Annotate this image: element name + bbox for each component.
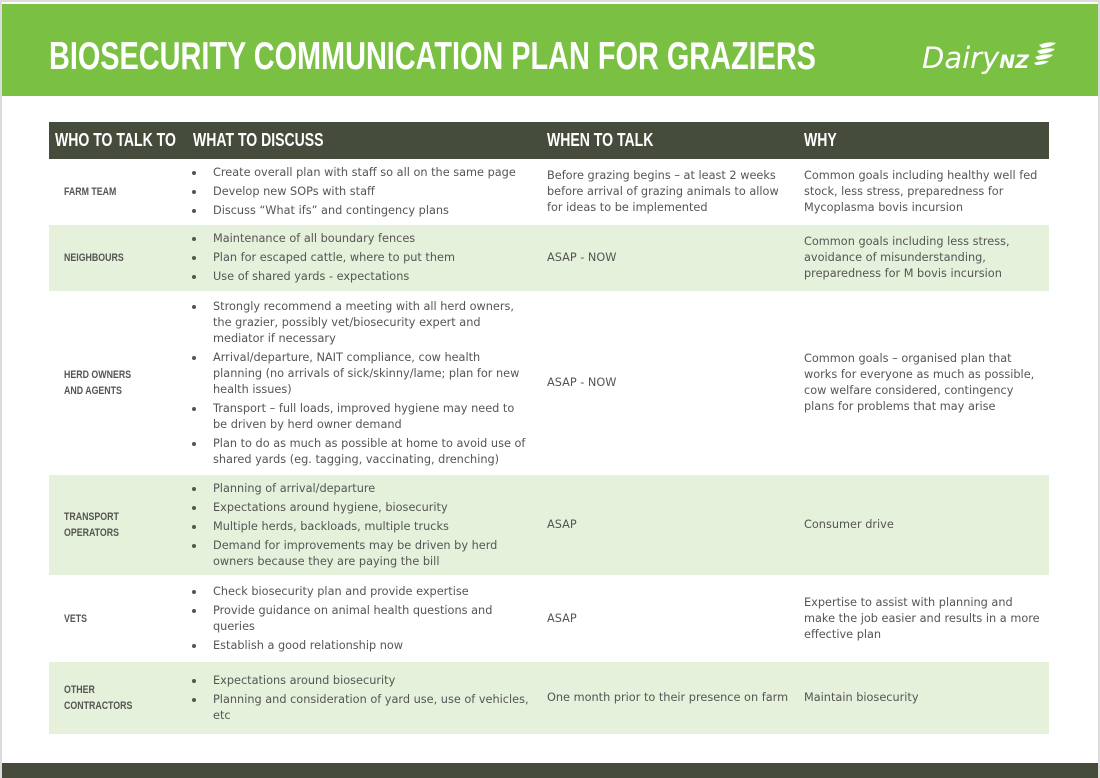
discussion-point: Arrival/departure, NAIT compliance, cow health planning (no arrivals of sick/skinny/lame; plan for new health issues) bbox=[189, 350, 531, 398]
who-label: OPERATORS bbox=[64, 527, 120, 539]
discussion-point: Planning of arrival/departure bbox=[189, 481, 531, 497]
discussion-point: Transport – full loads, improved hygiene may need to be driven by herd owner demand bbox=[189, 401, 531, 433]
column-header-why bbox=[797, 122, 1049, 159]
cell-why: Expertise to assist with planning and make the job easier and results in a more effective plan bbox=[804, 595, 1040, 641]
document-page bbox=[2, 2, 1098, 778]
footer-bar bbox=[2, 763, 1098, 778]
logo-word: Dairy bbox=[922, 41, 1000, 75]
cell-what bbox=[187, 159, 545, 225]
who-label: TRANSPORT bbox=[64, 511, 119, 523]
column-header-label: WHY bbox=[804, 130, 837, 150]
discussion-point: Check biosecurity plan and provide expertise bbox=[189, 584, 531, 600]
cell-why: Common goals including healthy well fed stock, less stress, preparedness for Mycoplasma bovis incursion bbox=[804, 169, 1038, 214]
table-row bbox=[49, 291, 1049, 475]
table-row bbox=[49, 662, 1049, 734]
discussion-point: Establish a good relationship now bbox=[189, 638, 531, 654]
who-label: FARM TEAM bbox=[64, 186, 117, 198]
column-header-label: WHEN TO TALK bbox=[547, 130, 654, 150]
column-header-label: WHAT TO DISCUSS bbox=[193, 130, 324, 150]
cell-what bbox=[187, 225, 545, 291]
who-label: NEIGHBOURS bbox=[64, 252, 124, 264]
cell-what bbox=[187, 662, 545, 734]
discussion-point: Planning and consideration of yard use, use of vehicles, etc bbox=[189, 692, 531, 724]
discussion-point: Strongly recommend a meeting with all herd owners, the grazier, possibly vet/biosecurity expert and mediator if necessary bbox=[189, 299, 531, 347]
discussion-point: Use of shared yards - expectations bbox=[189, 269, 531, 285]
who-label: AND AGENTS bbox=[64, 385, 122, 397]
logo-text bbox=[922, 40, 1029, 80]
discussion-points-list bbox=[189, 231, 531, 285]
discussion-point: Create overall plan with staff so all on the same page bbox=[189, 165, 531, 181]
logo-suffix: NZ bbox=[999, 51, 1029, 73]
cell-who bbox=[49, 159, 187, 225]
discussion-point: Plan to do as much as possible at home to avoid use of shared yards (eg. tagging, vaccinating, drenching) bbox=[189, 436, 531, 468]
column-header-what bbox=[187, 122, 545, 159]
cell-when: ASAP bbox=[547, 611, 577, 625]
cell-what bbox=[187, 475, 545, 575]
discussion-points-list bbox=[189, 299, 531, 468]
header-banner bbox=[2, 4, 1098, 96]
table-row bbox=[49, 225, 1049, 291]
column-header-label: WHO TO TALK TO bbox=[55, 130, 176, 150]
discussion-point: Demand for improvements may be driven by herd owners because they are paying the bill bbox=[189, 538, 531, 570]
discussion-point: Multiple herds, backloads, multiple trucks bbox=[189, 519, 531, 535]
discussion-point: Expectations around biosecurity bbox=[189, 673, 531, 689]
who-label: VETS bbox=[64, 612, 88, 625]
cell-why: Common goals – organised plan that works for everyone as much as possible, cow welfare considered, contingency plans for problems that may arise bbox=[804, 352, 1035, 413]
page-title: BIOSECURITY COMMUNICATION PLAN FOR GRAZIERS bbox=[49, 35, 816, 78]
who-label: HERD OWNERS bbox=[64, 369, 132, 381]
table-header-row bbox=[49, 122, 1049, 159]
cell-why: Maintain biosecurity bbox=[797, 662, 1049, 734]
discussion-points-list bbox=[189, 584, 531, 654]
discussion-points-list bbox=[189, 165, 531, 219]
communication-plan-table bbox=[49, 122, 1049, 734]
table-row bbox=[49, 475, 1049, 575]
discussion-points-list bbox=[189, 673, 531, 724]
cell-what bbox=[187, 575, 545, 662]
cell-when: ASAP - NOW bbox=[545, 225, 797, 291]
discussion-points-list bbox=[189, 481, 531, 570]
cell-who bbox=[49, 291, 187, 475]
cell-when: Before grazing begins – at least 2 weeks before arrival of grazing animals to allow for ideas to be implemented bbox=[547, 169, 779, 214]
cell-who bbox=[49, 662, 187, 734]
table-row bbox=[49, 575, 1049, 662]
who-label: CONTRACTORS bbox=[64, 700, 133, 712]
discussion-point: Discuss “What ifs” and contingency plans bbox=[189, 203, 531, 219]
discussion-point: Plan for escaped cattle, where to put them bbox=[189, 250, 531, 266]
cell-when: ASAP - NOW bbox=[547, 376, 617, 389]
cell-who bbox=[49, 575, 187, 662]
who-label: OTHER bbox=[64, 684, 95, 696]
column-header-when bbox=[545, 122, 797, 159]
leaf-swoosh-icon bbox=[1033, 40, 1059, 66]
discussion-point: Develop new SOPs with staff bbox=[189, 184, 531, 200]
table-row bbox=[49, 159, 1049, 225]
cell-why: Common goals including less stress, avoidance of misunderstanding, preparedness for M bovis incursion bbox=[797, 225, 1049, 291]
dairynz-logo bbox=[922, 40, 1059, 80]
discussion-point: Maintenance of all boundary fences bbox=[189, 231, 531, 247]
cell-who bbox=[49, 475, 187, 575]
cell-when: One month prior to their presence on farm bbox=[545, 662, 797, 734]
cell-who bbox=[49, 225, 187, 291]
cell-why: Consumer drive bbox=[797, 475, 1049, 575]
cell-when: ASAP bbox=[545, 475, 797, 575]
discussion-point: Provide guidance on animal health questions and queries bbox=[189, 603, 531, 635]
discussion-point: Expectations around hygiene, biosecurity bbox=[189, 500, 531, 516]
column-header-who bbox=[49, 122, 187, 159]
cell-what bbox=[187, 291, 545, 475]
